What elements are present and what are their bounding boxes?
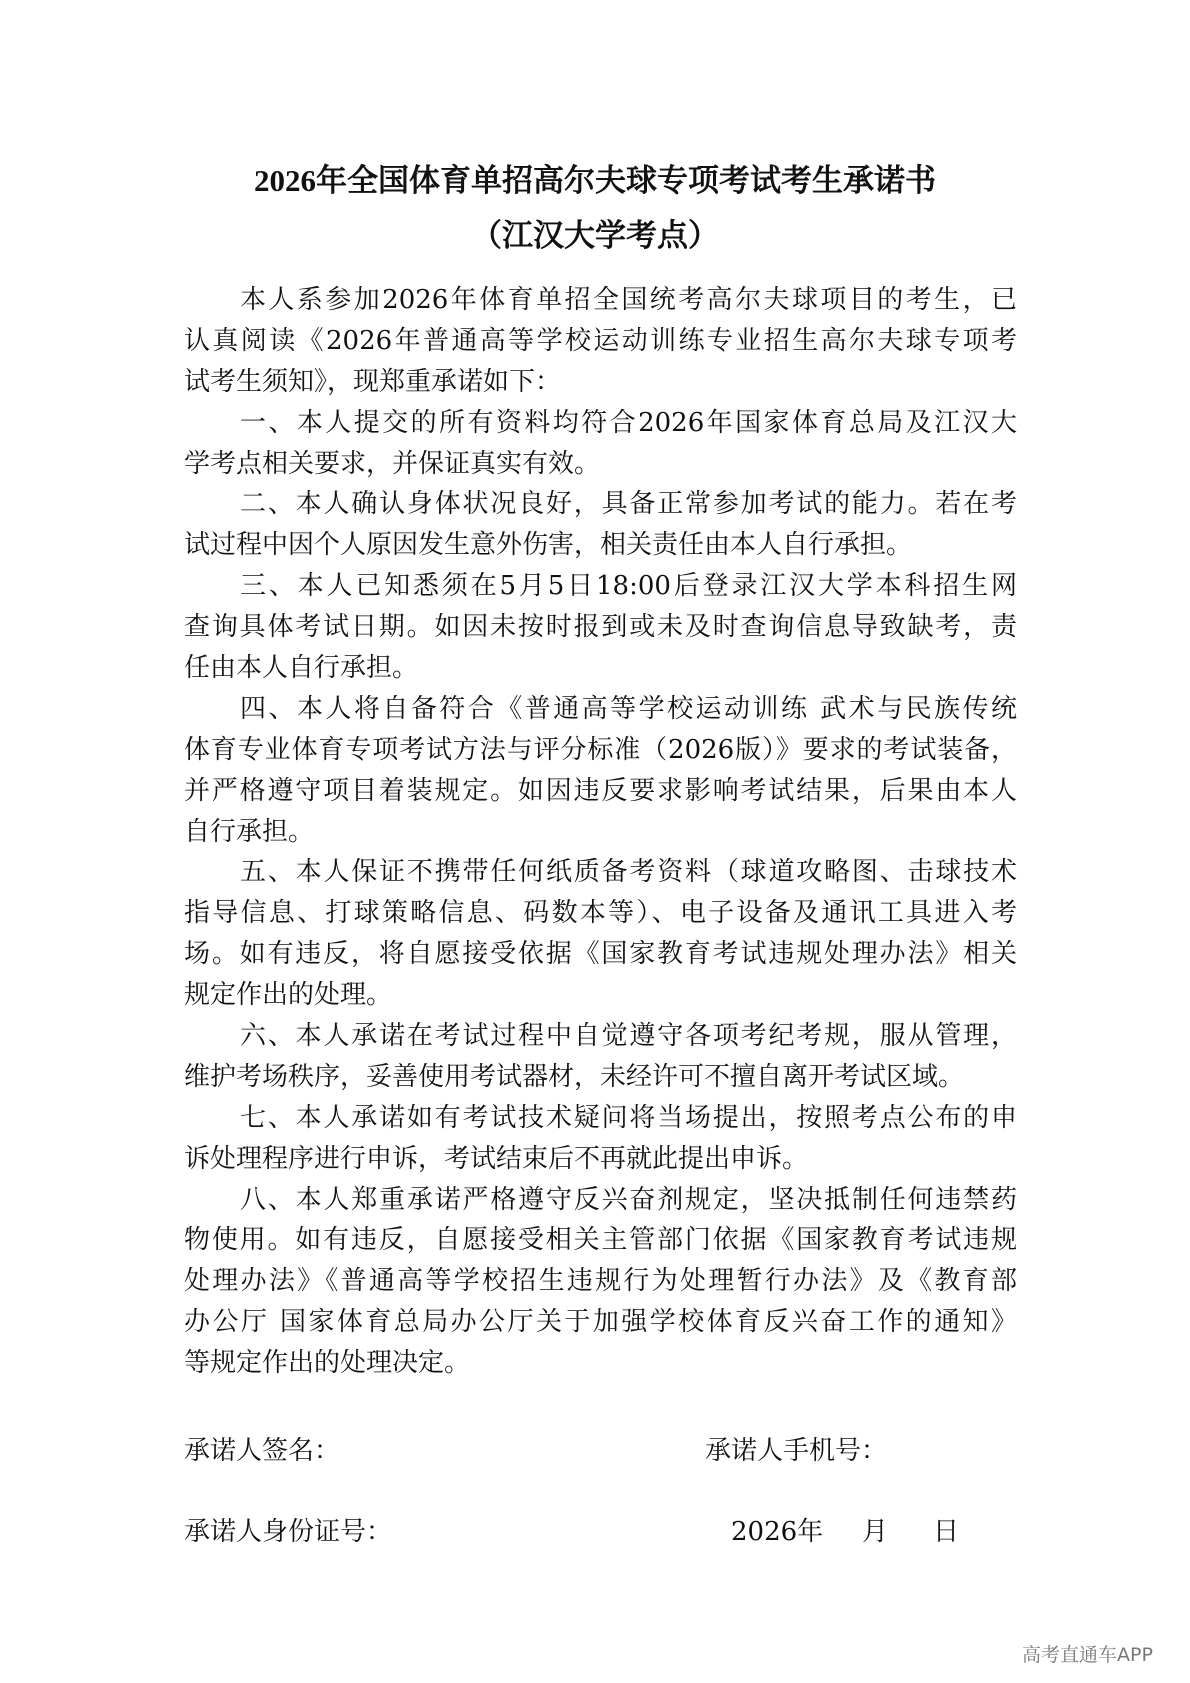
paragraph-line: 处理办法》《普通高等学校招生违规行为处理暂行办法》及《教育部 [184, 1266, 1017, 1297]
paragraph [184, 1180, 1017, 1384]
commitment-body [184, 280, 1017, 1384]
document-subtitle: （江汉大学考点） [471, 218, 719, 253]
paragraph-line: 四、本人将自备符合《普通高等学校运动训练 武术与民族传统 [240, 693, 1017, 724]
phone-label: 承诺人手机号： [705, 1436, 888, 1466]
watermark: 高考直通车APP [1022, 1644, 1153, 1666]
paragraph [184, 1016, 1017, 1098]
paragraph [184, 689, 1017, 853]
paragraph-line: 二、本人确认身体状况良好，具备正常参加考试的能力。若在考 [240, 489, 1017, 520]
paragraph-line: 物使用。如有违反，自愿接受相关主管部门依据《国家教育考试违规 [184, 1225, 1017, 1256]
date-day: 日 [933, 1517, 960, 1547]
paragraph [184, 1098, 1017, 1180]
paragraph-line: 等规定作出的处理决定。 [184, 1348, 471, 1379]
paragraph-line: 六、本人承诺在考试过程中自觉遵守各项考纪考规，服从管理， [240, 1021, 1017, 1052]
paragraph-line: 指导信息、打球策略信息、码数本等）、电子设备及通讯工具进入考 [184, 898, 1017, 929]
paragraph-line: 八、本人郑重承诺严格遵守反兴奋剂规定，坚决抵制任何违禁药 [240, 1184, 1017, 1215]
paragraph-line: 试考生须知》，现郑重承诺如下： [184, 366, 562, 397]
paragraph-line: 办公厅 国家体育总局办公厅关于加强学校体育反兴奋工作的通知》 [184, 1307, 1017, 1338]
paragraph-line: 诉处理程序进行申诉，考试结束后不再就此提出申诉。 [184, 1143, 809, 1174]
paragraph [184, 484, 1017, 566]
paragraph-line: 试过程中因个人原因发生意外伤害，相关责任由本人自行承担。 [184, 530, 913, 561]
paragraph-line: 三、本人已知悉须在5月5日18:00后登录江汉大学本科招生网 [240, 571, 1017, 602]
paragraph-line: 维护考场秩序，妥善使用考试器材，未经许可不擅自离开考试区域。 [184, 1061, 965, 1092]
paragraph [184, 852, 1017, 1016]
date-year: 2026年 [731, 1517, 824, 1547]
date-month: 月 [862, 1517, 889, 1547]
paragraph-line: 体育专业体育专项考试方法与评分标准（2026版）》要求的考试装备， [184, 734, 1017, 765]
paragraph-line: 一、本人提交的所有资料均符合2026年国家体育总局及江汉大 [240, 407, 1017, 438]
paragraph [184, 403, 1017, 485]
document-title: 2026年全国体育单招高尔夫球专项考试考生承诺书 [254, 163, 936, 198]
paragraph-line: 七、本人承诺如有考试技术疑问将当场提出，按照考点公布的申 [240, 1102, 1017, 1133]
paragraph-line: 任由本人自行承担。 [184, 653, 419, 684]
paragraph-line: 本人系参加2026年体育单招全国统考高尔夫球项目的考生，已 [240, 285, 1017, 315]
paragraph-line: 五、本人保证不携带任何纸质备考资料（球道攻略图、击球技术 [240, 857, 1017, 888]
paragraph-line: 认真阅读《2026年普通高等学校运动训练专业招生高尔夫球专项考 [184, 325, 1017, 356]
paragraph-line: 查询具体考试日期。如因未按时报到或未及时查询信息导致缺考，责 [184, 612, 1017, 643]
paragraph-line: 场。如有违反，将自愿接受依据《国家教育考试违规处理办法》相关 [184, 939, 1017, 970]
paragraph-line: 规定作出的处理。 [184, 980, 393, 1011]
paragraph-line: 并严格遵守项目着装规定。如因违反要求影响考试结果，后果由本人 [184, 775, 1017, 806]
signature-label: 承诺人签名： [184, 1436, 341, 1466]
paragraph-line: 学考点相关要求，并保证真实有效。 [184, 448, 601, 479]
paragraph-line: 自行承担。 [184, 816, 315, 847]
paragraph [184, 566, 1017, 689]
paragraph [184, 280, 1017, 403]
id-number-label: 承诺人身份证号： [184, 1517, 393, 1547]
